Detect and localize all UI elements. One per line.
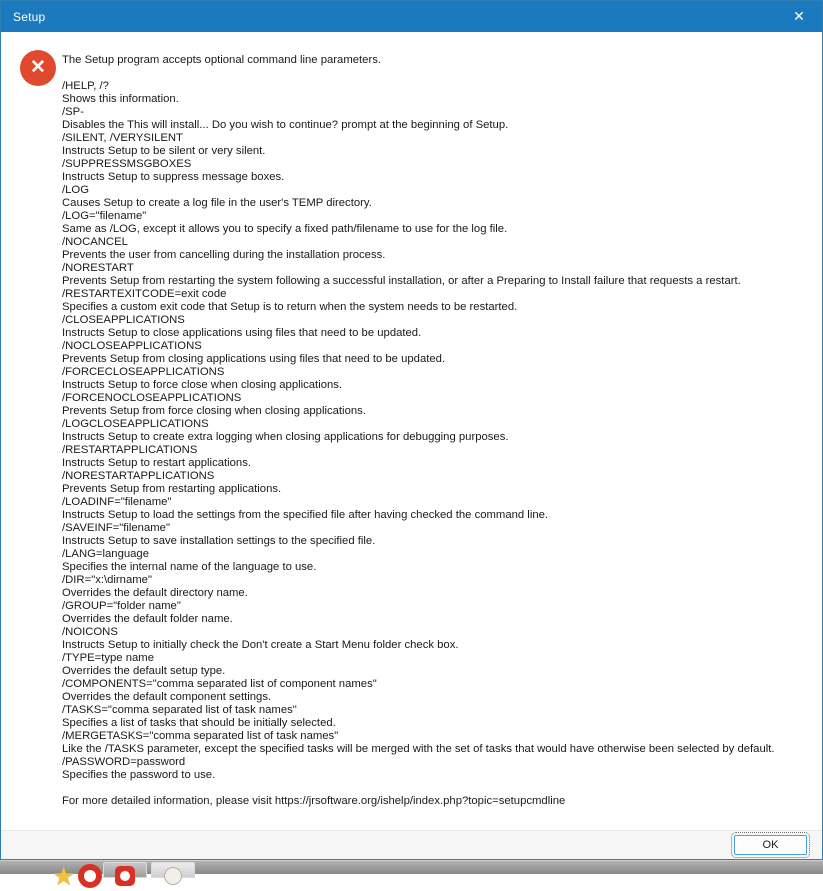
taskbar-button-gray-app[interactable] xyxy=(151,862,195,878)
param-name-line: /CLOSEAPPLICATIONS xyxy=(62,314,185,326)
gray-app-icon xyxy=(164,867,182,885)
param-desc-line: Prevents Setup from closing applications using files that need to be updated. xyxy=(62,353,446,365)
param-desc-line: Overrides the default setup type. xyxy=(62,665,226,677)
param-desc-line: Prevents Setup from restarting the system following a successful installation, or after a Preparing to Install failure that requests a restart. xyxy=(62,275,741,287)
message-text-block xyxy=(62,54,814,808)
param-desc-line: Instructs Setup to load the settings from the specified file after having checked the command line. xyxy=(62,509,549,521)
param-name-line: /HELP, /? xyxy=(62,80,109,92)
param-name-line: /SAVEINF="filename" xyxy=(62,522,170,534)
titlebar[interactable] xyxy=(1,1,822,32)
param-desc-line: Prevents Setup from restarting applications. xyxy=(62,483,282,495)
param-desc-line: Overrides the default directory name. xyxy=(62,587,248,599)
message-intro: The Setup program accepts optional command line parameters. xyxy=(62,54,381,66)
ok-button[interactable]: OK xyxy=(734,835,807,855)
param-name-line: /NORESTART xyxy=(62,262,134,274)
param-name-line: /LOG="filename" xyxy=(62,210,147,222)
param-name-line: /FORCECLOSEAPPLICATIONS xyxy=(62,366,225,378)
star-icon: ★ xyxy=(52,861,76,891)
red-badge-icon[interactable] xyxy=(78,864,102,888)
red-app-icon xyxy=(115,866,135,886)
param-name-line: /LANG=language xyxy=(62,548,149,560)
param-name-line: /RESTARTEXITCODE=exit code xyxy=(62,288,227,300)
param-desc-line: Instructs Setup to suppress message boxes. xyxy=(62,171,285,183)
param-name-line: /FORCENOCLOSEAPPLICATIONS xyxy=(62,392,242,404)
param-name-line: /NOCANCEL xyxy=(62,236,128,248)
taskbar-button-red-app[interactable] xyxy=(103,862,147,878)
param-desc-line: Causes Setup to create a log file in the user's TEMP directory. xyxy=(62,197,372,209)
param-name-line: /LOADINF="filename" xyxy=(62,496,172,508)
error-x-glyph: ✕ xyxy=(30,56,46,78)
param-name-line: /LOG xyxy=(62,184,89,196)
param-desc-line: Instructs Setup to be silent or very silent. xyxy=(62,145,266,157)
param-name-line: /COMPONENTS="comma separated list of component names" xyxy=(62,678,377,690)
param-desc-line: Disables the This will install... Do you wish to continue? prompt at the beginning of Setup. xyxy=(62,119,509,131)
taskbar[interactable] xyxy=(0,860,823,891)
param-name-line: /LOGCLOSEAPPLICATIONS xyxy=(62,418,209,430)
param-desc-line: Overrides the default component settings. xyxy=(62,691,272,703)
param-name-line: /RESTARTAPPLICATIONS xyxy=(62,444,198,456)
error-icon xyxy=(20,50,56,86)
blank-line xyxy=(62,67,814,80)
param-name-line: /NOICONS xyxy=(62,626,118,638)
param-desc-line: Prevents Setup from force closing when closing applications. xyxy=(62,405,366,417)
param-name-line: /NOCLOSEAPPLICATIONS xyxy=(62,340,202,352)
param-desc-line: Shows this information. xyxy=(62,93,179,105)
param-name-line: /DIR="x:\dirname" xyxy=(62,574,152,586)
param-name-line: /GROUP="folder name" xyxy=(62,600,181,612)
param-desc-line: Instructs Setup to create extra logging when closing applications for debugging purposes. xyxy=(62,431,509,443)
param-name-line: /SUPPRESSMSGBOXES xyxy=(62,158,192,170)
param-desc-line: Instructs Setup to initially check the Don't create a Start Menu folder check box. xyxy=(62,639,459,651)
footer-note: For more detailed information, please visit https://jrsoftware.org/ishelp/index.php?topic=setupcmdline xyxy=(62,795,566,807)
param-name-line: /TYPE=type name xyxy=(62,652,154,664)
param-desc-line: Specifies a custom exit code that Setup is to return when the system needs to be restarted. xyxy=(62,301,518,313)
param-name-line: /MERGETASKS="comma separated list of task names" xyxy=(62,730,339,742)
param-desc-line: Instructs Setup to force close when closing applications. xyxy=(62,379,343,391)
param-desc-line: Specifies the internal name of the language to use. xyxy=(62,561,317,573)
dialog-content xyxy=(1,32,822,830)
param-desc-line: Prevents the user from cancelling during the installation process. xyxy=(62,249,386,261)
window-title: Setup xyxy=(13,9,46,24)
blank-line xyxy=(62,782,814,795)
param-desc-line: Like the /TASKS parameter, except the specified tasks will be merged with the set of tasks that would have otherwise been selected by default. xyxy=(62,743,775,755)
param-name-line: /TASKS="comma separated list of task names" xyxy=(62,704,297,716)
param-name-line: /SP- xyxy=(62,106,84,118)
param-name-line: /SILENT, /VERYSILENT xyxy=(62,132,183,144)
param-desc-line: Specifies the password to use. xyxy=(62,769,216,781)
param-desc-line: Instructs Setup to save installation settings to the specified file. xyxy=(62,535,376,547)
param-name-line: /NORESTARTAPPLICATIONS xyxy=(62,470,215,482)
param-desc-line: Instructs Setup to close applications using files that need to be updated. xyxy=(62,327,422,339)
param-desc-line: Specifies a list of tasks that should be initially selected. xyxy=(62,717,336,729)
dialog-footer xyxy=(1,830,822,859)
param-desc-line: Same as /LOG, except it allows you to specify a fixed path/filename to use for the log file. xyxy=(62,223,508,235)
close-icon[interactable]: ✕ xyxy=(776,1,822,32)
param-desc-line: Overrides the default folder name. xyxy=(62,613,233,625)
parameter-list xyxy=(62,80,814,782)
param-desc-line: Instructs Setup to restart applications. xyxy=(62,457,252,469)
param-name-line: /PASSWORD=password xyxy=(62,756,186,768)
